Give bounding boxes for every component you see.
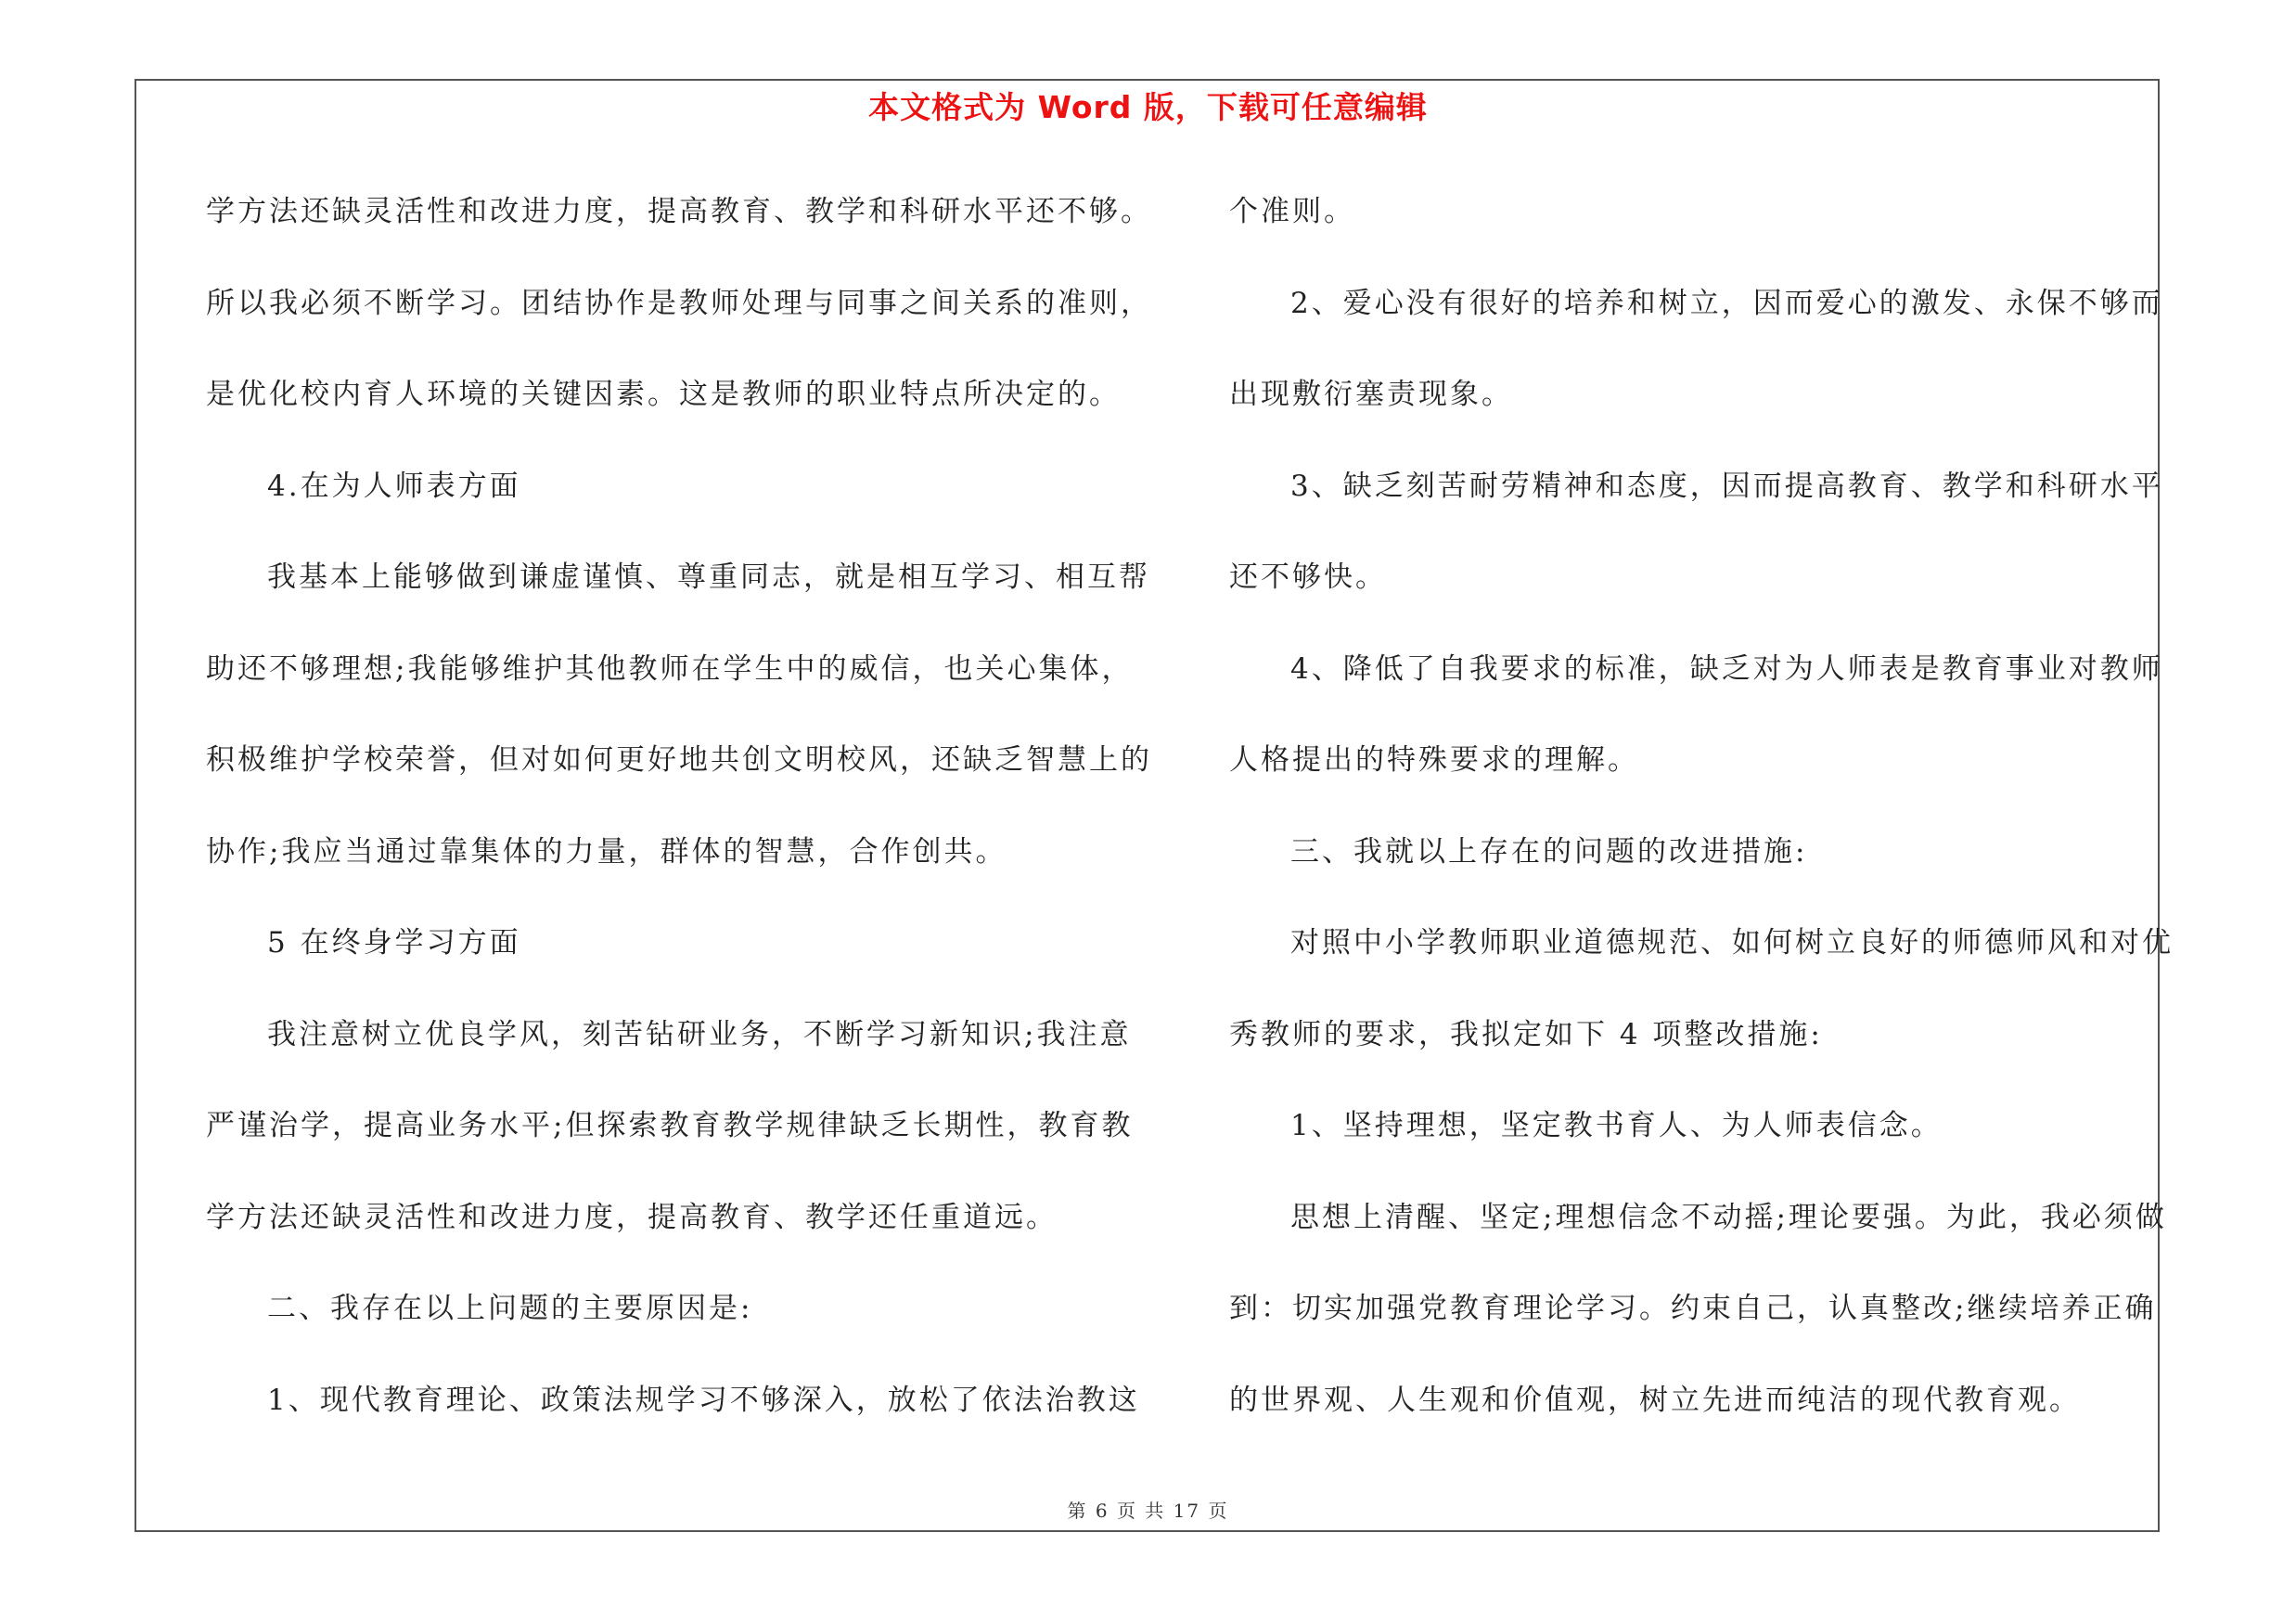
left-column-text-line: 协作;我应当通过靠集体的力量，群体的智慧，合作创共。	[206, 834, 1007, 869]
left-column-text-line: 学方法还缺灵活性和改进力度，提高教育、教学和科研水平还不够。	[206, 195, 1152, 228]
left-column-text-line: 严谨治学，提高业务水平;但探索教育教学规律缺乏长期性，教育教	[206, 1109, 1134, 1142]
left-column-text-line: 学方法还缺灵活性和改进力度，提高教育、教学还任重道远。	[206, 1200, 1058, 1234]
right-column-text-line: 4、降低了自我要求的标准，缺乏对为人师表是教育事业对教师	[1290, 651, 2163, 686]
left-column-text-line: 二、我存在以上问题的主要原因是:	[267, 1292, 753, 1325]
right-column-text-line: 人格提出的特殊要求的理解。	[1229, 743, 1639, 777]
right-column-text-line: 对照中小学教师职业道德规范、如何树立良好的师德师风和对优	[1290, 926, 2174, 960]
left-column-text-line: 4.在为人师表方面	[267, 469, 521, 503]
right-column-text-line: 还不够快。	[1229, 560, 1387, 594]
right-column-text-line: 3、缺乏刻苦耐劳精神和态度，因而提高教育、教学和科研水平	[1290, 469, 2163, 503]
right-column-text-line: 2、爱心没有很好的培养和树立，因而爱心的激发、永保不够而	[1290, 286, 2163, 320]
right-text-column	[1229, 186, 2174, 1465]
page-number-footer: 第 6 页 共 17 页	[1067, 1500, 1229, 1522]
left-column-text-line: 助还不够理想;我能够维护其他教师在学生中的威信，也关心集体，	[206, 651, 1134, 686]
right-column-text-line: 秀教师的要求，我拟定如下 4 项整改措施:	[1229, 1017, 1823, 1051]
left-column-text-line: 积极维护学校荣誉，但对如何更好地共创文明校风，还缺乏智慧上的	[206, 743, 1152, 777]
left-column-text-line: 我基本上能够做到谦虚谨慎、尊重同志，就是相互学习、相互帮	[267, 560, 1150, 594]
right-column-text-line: 的世界观、人生观和价值观，树立先进而纯洁的现代教育观。	[1229, 1383, 2081, 1417]
left-column-text-line: 是优化校内育人环境的关键因素。这是教师的职业特点所决定的。	[206, 378, 1121, 411]
left-column-text-line: 1、现代教育理论、政策法规学习不够深入，放松了依法治教这	[267, 1383, 1140, 1417]
left-text-column	[206, 186, 1161, 1465]
right-column-text-line: 到：切实加强党教育理论学习。约束自己，认真整改;继续培养正确	[1229, 1292, 2157, 1325]
right-column-text-line: 思想上清醒、坚定;理想信念不动摇;理论要强。为此，我必须做	[1290, 1200, 2167, 1234]
left-column-text-line: 5 在终身学习方面	[267, 926, 521, 960]
right-column-text-line: 1、坚持理想，坚定教书育人、为人师表信念。	[1290, 1109, 1943, 1142]
left-column-text-line: 我注意树立优良学风，刻苦钻研业务，不断学习新知识;我注意	[267, 1017, 1132, 1051]
right-column-text-line: 出现敷衍塞责现象。	[1229, 378, 1513, 411]
left-column-text-line: 所以我必须不断学习。团结协作是教师处理与同事之间关系的准则，	[206, 286, 1152, 320]
right-column-text-line: 三、我就以上存在的问题的改进措施:	[1290, 834, 1808, 869]
right-column-text-line: 个准则。	[1229, 195, 1355, 228]
document-header-title: 本文格式为 Word 版，下载可任意编辑	[868, 89, 1428, 125]
